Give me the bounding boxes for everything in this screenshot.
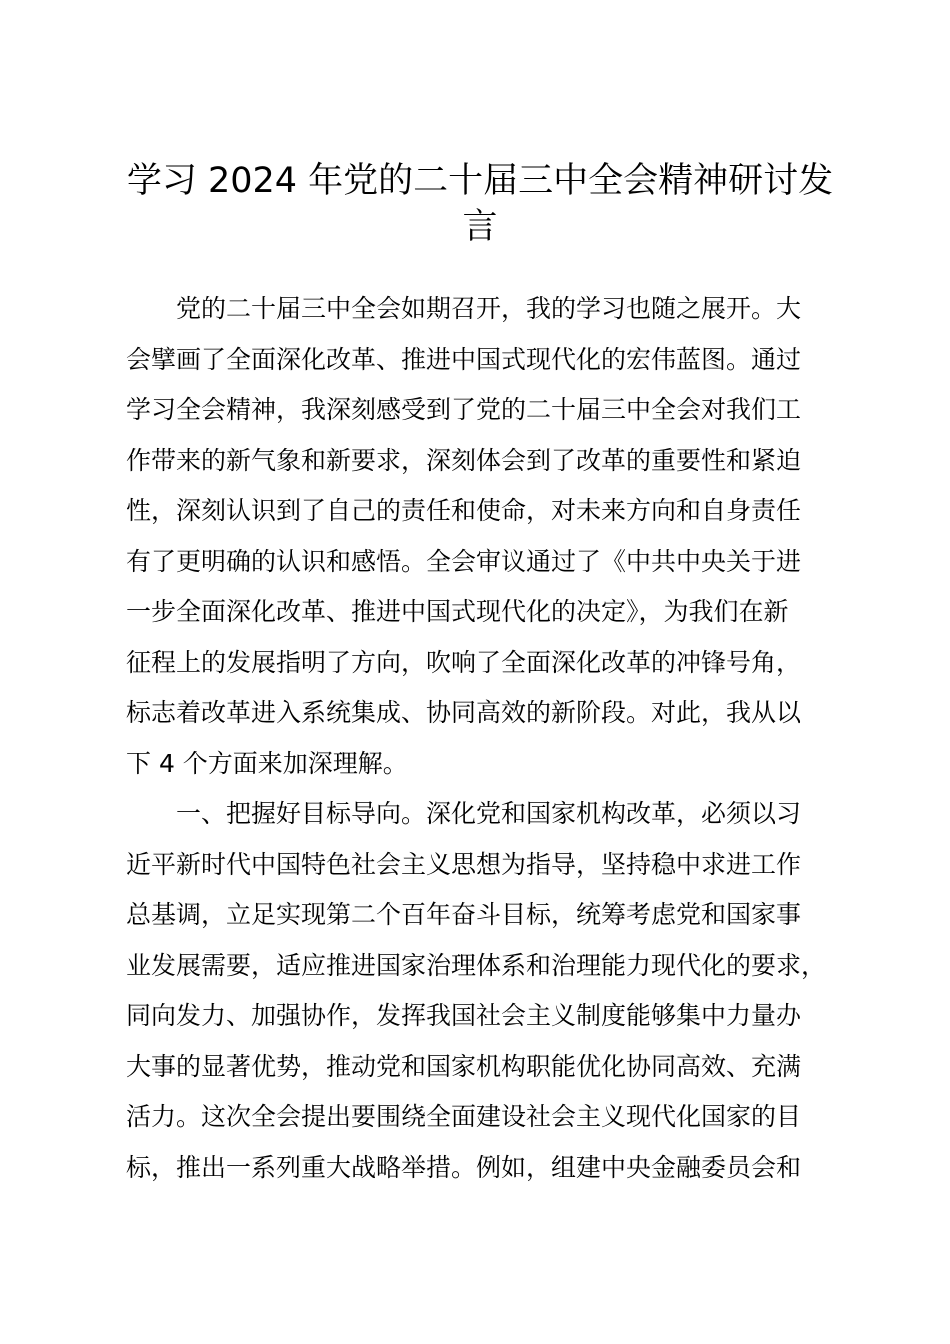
- text-line: 一、把握好目标导向。深化党和国家机构改革，必须以习: [176, 799, 802, 828]
- text-line: 总基调，立足实现第二个百年奋斗目标，统筹考虑党和国家事: [126, 900, 802, 929]
- text-line: 标志着改革进入系统集成、协同高效的新阶段。对此，我从以: [126, 698, 802, 727]
- text-line: 学习全会精神，我深刻感受到了党的二十届三中全会对我们工: [126, 395, 802, 424]
- text-line: 活力。这次全会提出要围绕全面建设社会主义现代化国家的目: [126, 1102, 802, 1131]
- text-line: 标，推出一系列重大战略举措。例如，组建中央金融委员会和: [126, 1152, 802, 1182]
- text-line: 同向发力、加强协作，发挥我国社会主义制度能够集中力量办: [126, 1001, 802, 1030]
- document-title: [118, 158, 842, 250]
- paragraph-intro: [126, 284, 836, 789]
- text-line: 会擘画了全面深化改革、推进中国式现代化的宏伟蓝图。通过: [126, 344, 802, 374]
- paragraph-section-1: [126, 789, 836, 1193]
- text-line: 一步全面深化改革、推进中国式现代化的决定》，为我们在新: [126, 597, 789, 626]
- title-line: 言: [462, 207, 498, 247]
- text-line: 业发展需要，适应推进国家治理体系和治理能力现代化的要求，: [126, 950, 827, 980]
- text-line: 近平新时代中国特色社会主义思想为指导，坚持稳中求进工作: [126, 849, 802, 879]
- title-line: 学习 2024 年党的二十届三中全会精神研讨发: [126, 161, 834, 201]
- text-line: 性，深刻认识到了自己的责任和使命，对未来方向和自身责任: [126, 496, 802, 525]
- text-line: 征程上的发展指明了方向，吹响了全面深化改革的冲锋号角，: [126, 647, 802, 677]
- text-line: 作带来的新气象和新要求，深刻体会到了改革的重要性和紧迫: [126, 445, 802, 475]
- document-body: [126, 284, 836, 1193]
- text-line: 有了更明确的认识和感悟。全会审议通过了《中共中央关于进: [126, 546, 802, 576]
- text-line: 大事的显著优势，推动党和国家机构职能优化协同高效、充满: [126, 1051, 802, 1081]
- text-line: 下 4 个方面来加深理解。: [126, 748, 408, 778]
- text-line: 党的二十届三中全会如期召开，我的学习也随之展开。大: [176, 294, 802, 323]
